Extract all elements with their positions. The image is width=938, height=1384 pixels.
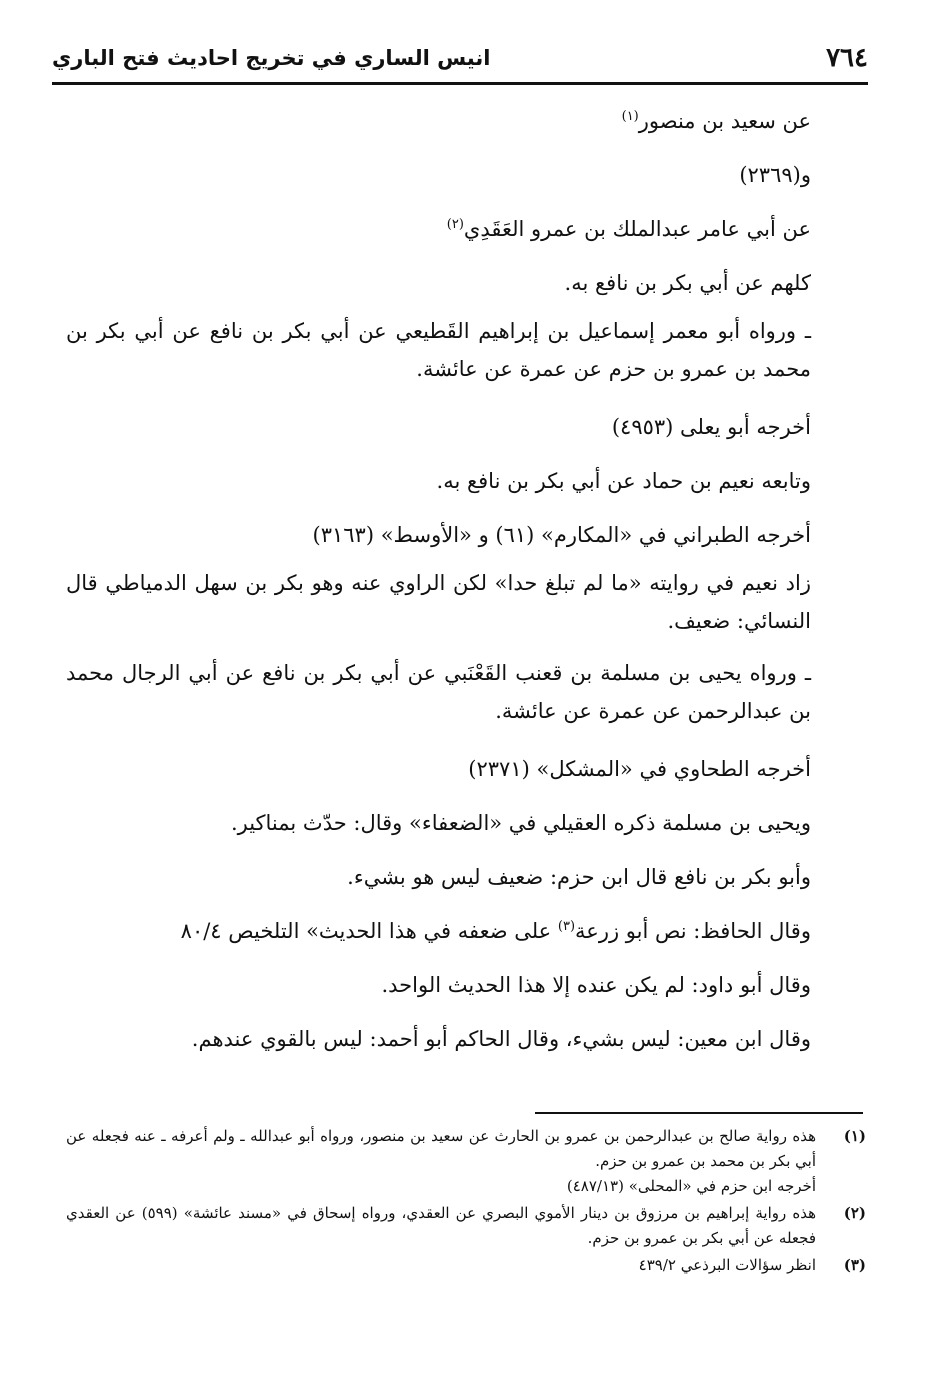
running-header — [52, 38, 868, 78]
page-number: ٧٦٤ — [826, 43, 868, 73]
footnote — [66, 1201, 866, 1251]
paragraph: زاد نعيم في روايته «ما لم تبلغ حدا» لكن الراوي عنه وهو بكر بن سهل الدمياطي قال النسائي: ضعيف. — [66, 571, 811, 633]
paragraph: عن أبي عامر عبدالملك بن عمرو العَقَدِي$^{(٢)}$ — [446, 217, 811, 241]
footnote-text: أخرجه ابن حزم في «المحلى» (٤٨٧/١٣) — [566, 1177, 816, 1195]
paragraph: ـ ورواه أبو معمر إسماعيل بن إبراهيم القَطيعي عن أبي بكر بن نافع عن أبي بكر بن محمد بن عمرو بن حزم عن عمرة عن عائشة. — [66, 319, 811, 381]
paragraph: ويحيى بن مسلمة ذكره العقيلي في «الضعفاء» وقال: حدّث بمناكير. — [230, 811, 811, 835]
footnote — [66, 1124, 866, 1199]
paragraph: وقال أبو داود: لم يكن عنده إلا هذا الحديث الواحد. — [381, 973, 811, 997]
footnote-text: انظر سؤالات البرذعي ٤٣٩/٢ — [638, 1256, 816, 1274]
main-text — [66, 96, 863, 1068]
footnote — [66, 1253, 866, 1278]
footnote-ref: (٣) — [557, 919, 576, 934]
footnote-number: (١) — [843, 1127, 866, 1145]
book-title: انيس الساري في تخريج احاديث فتح الباري — [52, 46, 491, 70]
footnotes — [66, 1124, 866, 1280]
paragraph: أخرجه أبو يعلى (٤٩٥٣) — [611, 415, 811, 439]
footnote-separator — [535, 1112, 863, 1114]
footnote-text: هذه رواية إبراهيم بن مرزوق بن دينار الأموي البصري عن العقدي، ورواه إسحاق في «مسند عائشة» (٥٩٩) عن العقدي فجعله عن أبي بكر بن عمرو بن حزم. — [66, 1204, 816, 1247]
paragraph: وأبو بكر بن نافع قال ابن حزم: ضعيف ليس هو بشيء. — [347, 865, 811, 889]
footnote-number: (٢) — [843, 1204, 866, 1222]
paragraph: وقال ابن معين: ليس بشيء، وقال الحاكم أبو أحمد: ليس بالقوي عندهم. — [191, 1027, 811, 1051]
footnote-ref: (١) — [621, 109, 639, 124]
paragraph: و(٢٣٦٩) — [739, 163, 811, 187]
footnote-number: (٣) — [843, 1256, 866, 1274]
header-rule — [52, 82, 868, 85]
paragraph: ـ ورواه يحيى بن مسلمة بن قعنب القَعْنَبي عن أبي بكر بن نافع عن أبي الرجال محمد بن عبدالرحمن عن عمرة عن عائشة. — [66, 661, 811, 723]
paragraph: وتابعه نعيم بن حماد عن أبي بكر بن نافع به. — [436, 469, 811, 493]
paragraph: أخرجه الطبراني في «المكارم» (٦١) و «الأوسط» (٣١٦٣) — [312, 523, 811, 547]
paragraph: كلهم عن أبي بكر بن نافع به. — [564, 271, 811, 295]
footnote-text: هذه رواية صالح بن عبدالرحمن بن عمرو بن الحارث عن سعيد بن منصور، ورواه أبو عبدالله ـ ولم أعرفه ـ عنه فجعله عن أبي بكر بن محمد بن عمرو بن حزم. — [66, 1127, 816, 1170]
paragraph: أخرجه الطحاوي في «المشكل» (٢٣٧١) — [468, 757, 811, 781]
footnote-ref: (٢) — [446, 217, 464, 232]
paragraph: عن سعيد بن منصور$^{(١)}$ — [621, 109, 811, 133]
paragraph: وقال الحافظ: نص أبو زرعة$^{(٣)}$ على ضعفه في هذا الحديث» التلخيص ٨٠/٤ — [180, 919, 811, 943]
